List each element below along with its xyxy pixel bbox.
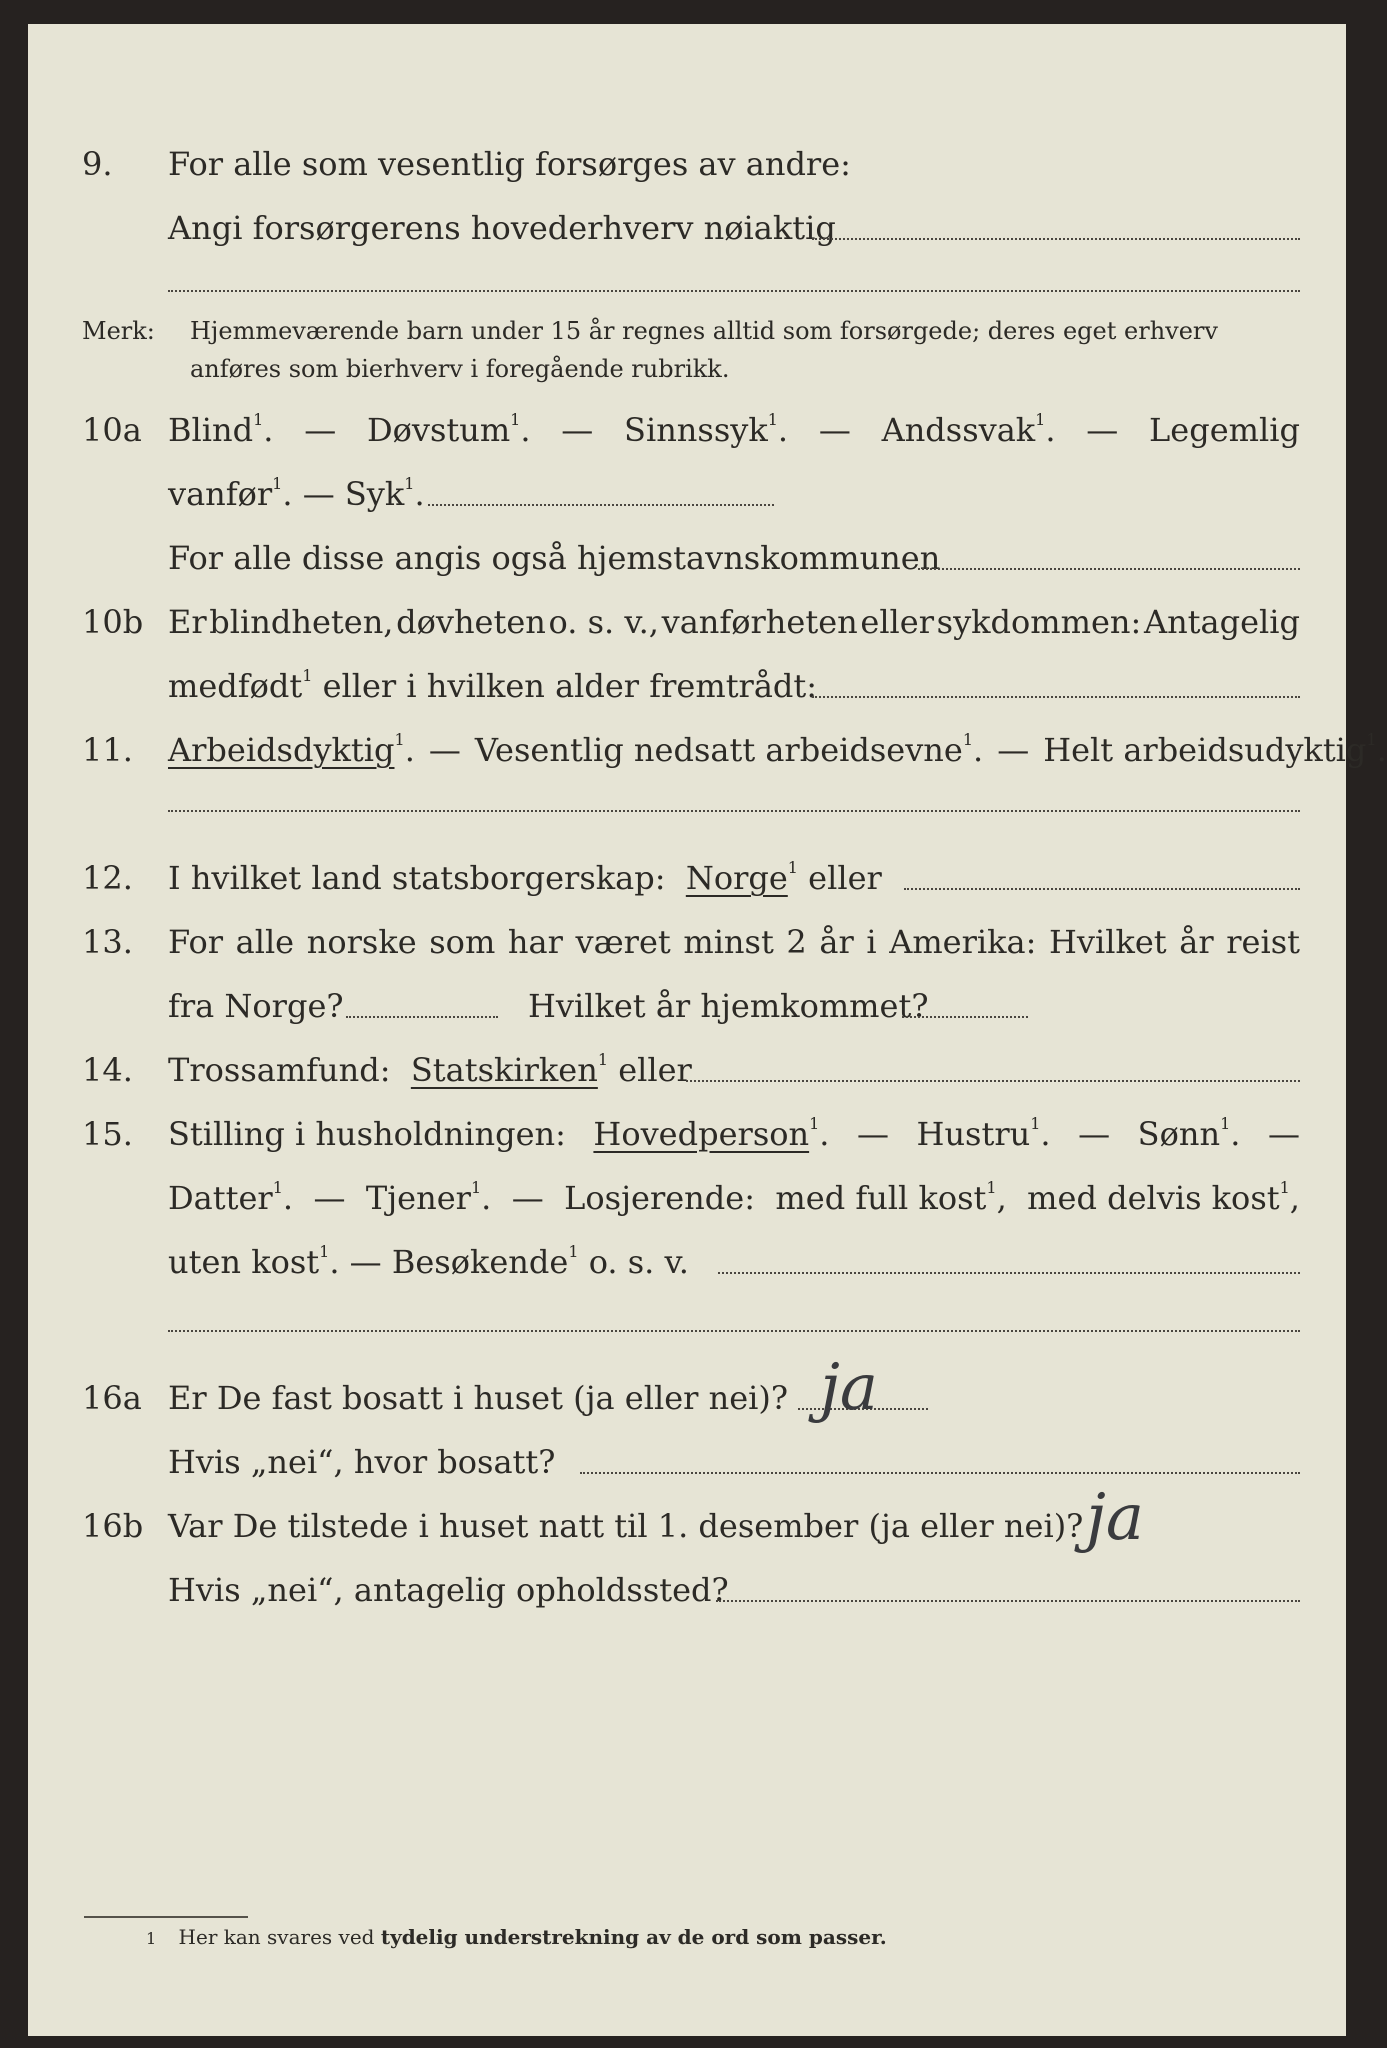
option-tjener[interactable]: Tjener$^1$.: [365, 1178, 492, 1217]
note-line-1: Hjemmeværende barn under 15 år regnes alltid som forsørgede; deres eget erhverv: [190, 317, 1218, 345]
question-number: 13.: [82, 923, 133, 961]
question-text: Hvis „nei“, hvor bosatt?: [168, 1443, 556, 1481]
option-hustru[interactable]: Hustru$^1$.: [916, 1114, 1051, 1153]
question-number: 11.: [82, 731, 133, 769]
question-number: 14.: [82, 1051, 133, 1089]
question-10a: [28, 406, 1346, 454]
word: blindheten,: [209, 603, 394, 641]
option-blind[interactable]: Blind$^1$.: [168, 410, 274, 449]
question-number: 16a: [82, 1379, 142, 1417]
question-16a: [28, 1374, 1346, 1422]
question-9-line-2: [28, 204, 1346, 252]
question-number: 10b: [82, 603, 144, 641]
question-10a-line-2: [28, 470, 1346, 518]
question-number: 15.: [82, 1115, 133, 1153]
question-number: 10a: [82, 411, 142, 449]
question-text: Trossamfund: Statskirken$^1$ eller: [168, 1050, 692, 1089]
option-uten-kost[interactable]: uten kost$^1$.: [168, 1242, 340, 1281]
question-15: [28, 1110, 1346, 1158]
option-arbeidsdyktig[interactable]: Arbeidsdyktig$^1$.: [168, 730, 415, 769]
word: døvheten: [396, 603, 546, 641]
question-text: fra Norge?: [168, 987, 344, 1025]
question-text: Stilling i husholdningen:: [168, 1115, 566, 1153]
question-options: [168, 1110, 1300, 1158]
handwritten-answer[interactable]: ja: [1086, 1481, 1144, 1555]
question-text: I hvilket land statsborgerskap: Norge$^1$ eller: [168, 858, 882, 897]
dash: —: [857, 1115, 889, 1153]
question-options: uten kost$^1$. — Besøkende$^1$ o. s. v.: [168, 1242, 689, 1281]
footnote-bold-text: tydelig understrekning av de ord som passer.: [380, 1925, 887, 1949]
question-number: 16b: [82, 1507, 144, 1545]
answer-line[interactable]: [168, 810, 1300, 812]
answer-line[interactable]: [346, 1016, 498, 1018]
question-text: medfødt$^1$ eller i hvilken alder fremtrådt:: [168, 666, 818, 705]
dash: —: [313, 1179, 346, 1217]
question-text: [168, 598, 1300, 646]
answer-line[interactable]: [812, 238, 1300, 240]
answer-line[interactable]: [580, 1472, 1300, 1474]
answer-line[interactable]: [902, 1016, 1028, 1018]
answer-line[interactable]: [918, 568, 1300, 570]
question-12: [28, 854, 1346, 902]
option-sonn[interactable]: Sønn$^1$.: [1137, 1114, 1241, 1153]
dash: —: [818, 411, 851, 449]
answer-line[interactable]: [168, 1330, 1300, 1332]
option-sinnssyk[interactable]: Sinnssyk$^1$.: [624, 410, 789, 449]
question-16a-line-2: [28, 1438, 1346, 1486]
option-statskirken[interactable]: Statskirken$^1$: [410, 1050, 609, 1089]
option-hovedperson[interactable]: Hovedperson$^1$.: [593, 1114, 830, 1153]
question-text: Angi forsørgerens hovederhverv nøiaktig: [168, 209, 836, 247]
question-number: 9.: [82, 145, 113, 183]
question-10b-line-2: [28, 662, 1346, 710]
question-text: For alle som vesentlig forsørges av andre:: [168, 145, 851, 183]
option-andssvak[interactable]: Andssvak$^1$.: [881, 410, 1056, 449]
question-10b: [28, 598, 1346, 646]
dash: —: [1086, 411, 1119, 449]
question-options: [168, 406, 1300, 454]
option-vanfor[interactable]: vanfør$^1$.: [168, 474, 293, 513]
question-16b: [28, 1502, 1346, 1550]
word: sykdommen:: [936, 603, 1142, 641]
note-label: Merk:: [82, 317, 155, 345]
dash: —: [349, 1243, 382, 1281]
question-text: Losjerende:: [564, 1179, 755, 1217]
question-text: Hvilket år hjemkommet?: [528, 987, 929, 1025]
dash: —: [561, 411, 594, 449]
option-syk[interactable]: Syk$^1$.: [344, 474, 425, 513]
answer-line[interactable]: [428, 504, 774, 506]
answer-line[interactable]: [168, 290, 1300, 292]
answer-line[interactable]: [904, 888, 1300, 890]
handwritten-answer[interactable]: ja: [820, 1351, 878, 1425]
footnote-rule: [84, 1916, 248, 1918]
question-options: [168, 1174, 1300, 1222]
dash: —: [428, 731, 461, 769]
word: vanførheten: [661, 603, 858, 641]
option-besokende[interactable]: Besøkende$^1$: [391, 1242, 579, 1281]
dash: —: [302, 475, 335, 513]
question-9: [28, 140, 1346, 188]
question-13: [28, 918, 1346, 966]
word: Antagelig: [1143, 603, 1300, 641]
answer-line[interactable]: [716, 1600, 1300, 1602]
note-text: [190, 312, 1300, 388]
word: eller: [860, 603, 935, 641]
answer-line[interactable]: [812, 696, 1300, 698]
option-arbeidsudyktig[interactable]: Helt arbeidsudyktig$^1$.: [1043, 730, 1387, 769]
question-10a-line-3: [28, 534, 1346, 582]
option-delvis-kost[interactable]: med delvis kost$^1$,: [1027, 1178, 1300, 1217]
question-15-line-3: [28, 1238, 1346, 1286]
word: Er: [168, 603, 207, 641]
footnote-text: Her kan svares ved: [178, 1925, 375, 1949]
word: o. s. v.,: [548, 603, 659, 641]
question-11: [28, 726, 1387, 774]
note-line-2: anføres som bierhverv i foregående rubrikk.: [190, 355, 730, 383]
dash: —: [997, 731, 1030, 769]
census-form-page: [28, 24, 1387, 2036]
dash: —: [1267, 1115, 1300, 1153]
question-number: 12.: [82, 859, 133, 897]
question-14: [28, 1046, 1346, 1094]
option-legemlig[interactable]: Legemlig: [1149, 411, 1300, 449]
question-text: Var De tilstede i huset natt til 1. desember (ja eller nei)?: [168, 1507, 1084, 1545]
question-options: [168, 470, 425, 518]
question-13-line-2: [28, 982, 1346, 1030]
option-norge[interactable]: Norge$^1$: [685, 858, 798, 897]
dash: —: [511, 1179, 544, 1217]
answer-line[interactable]: [718, 1272, 1300, 1274]
option-dovstum[interactable]: Døvstum$^1$.: [366, 410, 531, 449]
question-16b-line-2: [28, 1566, 1346, 1614]
question-text: For alle disse angis også hjemstavnskommunen: [168, 539, 941, 577]
option-datter[interactable]: Datter$^1$.: [168, 1178, 294, 1217]
dash: —: [1078, 1115, 1111, 1153]
option-nedsatt-arbeidsevne[interactable]: Vesentlig nedsatt arbeidsevne$^1$.: [474, 730, 984, 769]
question-options: [168, 726, 1387, 774]
question-text: For alle norske som har været minst 2 år i Amerika: Hvilket år reist: [168, 923, 1300, 961]
question-15-line-2: [28, 1174, 1346, 1222]
dash: —: [304, 411, 337, 449]
question-text: Hvis „nei“, antagelig opholdssted?: [168, 1571, 729, 1609]
question-text: Er De fast bosatt i huset (ja eller nei)?: [168, 1379, 789, 1417]
footnote-mark: 1: [146, 1929, 157, 1948]
answer-line[interactable]: [686, 1080, 1300, 1082]
option-full-kost[interactable]: med full kost$^1$,: [775, 1178, 1007, 1217]
footnote: [146, 1922, 887, 1954]
